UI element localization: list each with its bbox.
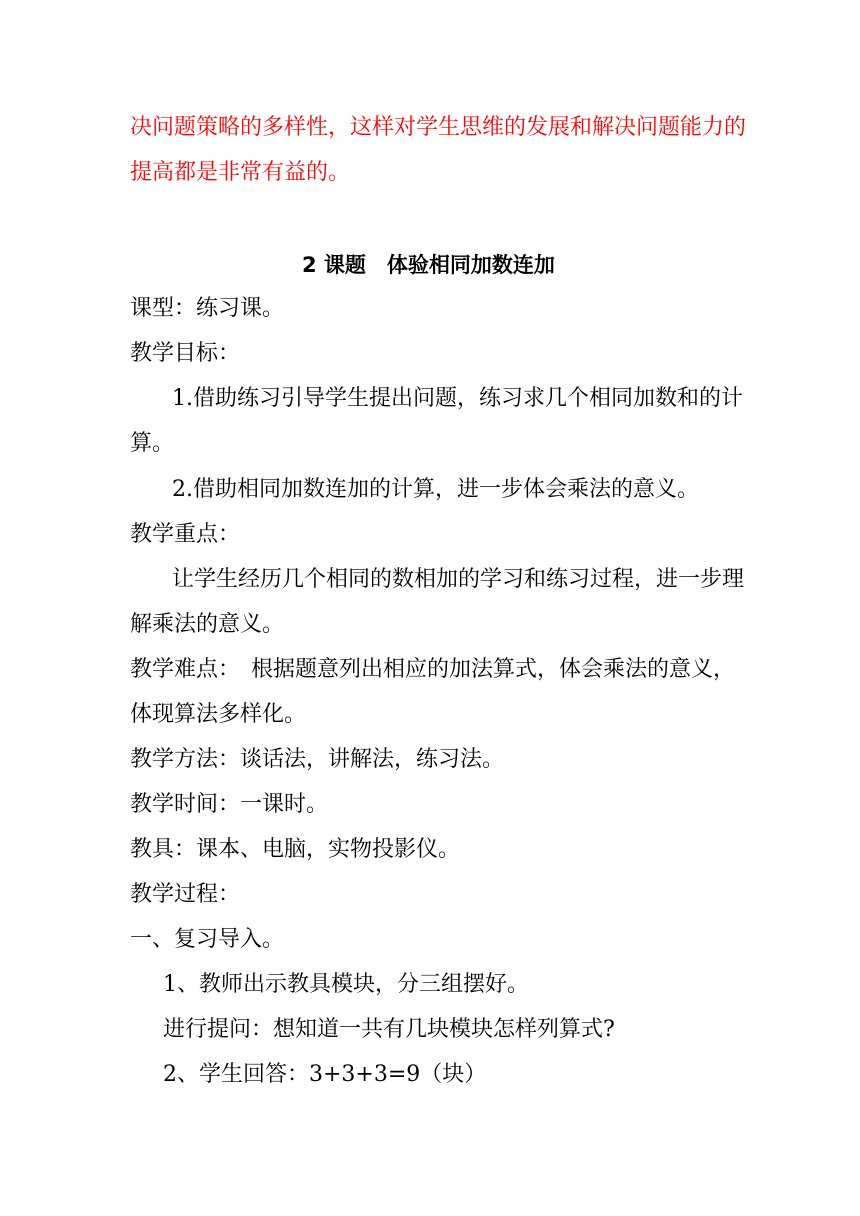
intro-text-line-1: 决问题策略的多样性，这样对学生思维的发展和解决问题能力的 xyxy=(130,115,747,140)
difficulty-line-1: 教学难点： 根据题意列出相应的加法算式，体会乘法的意义， xyxy=(130,657,736,682)
intro-text-line-2: 提高都是非常有益的。 xyxy=(130,160,351,185)
teaching-methods: 教学方法：谈话法，讲解法，练习法。 xyxy=(130,747,505,772)
process-heading: 教学过程： xyxy=(130,882,241,907)
teaching-time: 教学时间：一课时。 xyxy=(130,792,329,817)
goal-1-line-2: 算。 xyxy=(130,431,175,456)
step-1-question: 进行提问：想知道一共有几块模块怎样列算式? xyxy=(163,1017,615,1042)
lesson-type: 课型：练习课。 xyxy=(130,296,285,321)
section-1-heading: 一、复习导入。 xyxy=(130,927,285,952)
lesson-title: 2 课题 体验相同加数连加 xyxy=(302,253,555,277)
step-1: 1、教师出示教具模块，分三组摆好。 xyxy=(163,972,529,997)
goal-1-line-1: 1.借助练习引导学生提出问题，练习求几个相同加数和的计 xyxy=(172,386,743,411)
goals-heading: 教学目标： xyxy=(130,341,241,366)
teaching-tools: 教具：课本、电脑，实物投影仪。 xyxy=(130,837,461,862)
key-points-line-1: 让学生经历几个相同的数相加的学习和练习过程，进一步理 xyxy=(172,567,745,592)
difficulty-line-2: 体现算法多样化。 xyxy=(130,702,307,727)
key-points-line-2: 解乘法的意义。 xyxy=(130,612,285,637)
step-2: 2、学生回答：3+3+3=9（块） xyxy=(163,1062,487,1087)
goal-2: 2.借助相同加数连加的计算，进一步体会乘法的意义。 xyxy=(172,477,699,502)
key-points-heading: 教学重点： xyxy=(130,522,241,547)
